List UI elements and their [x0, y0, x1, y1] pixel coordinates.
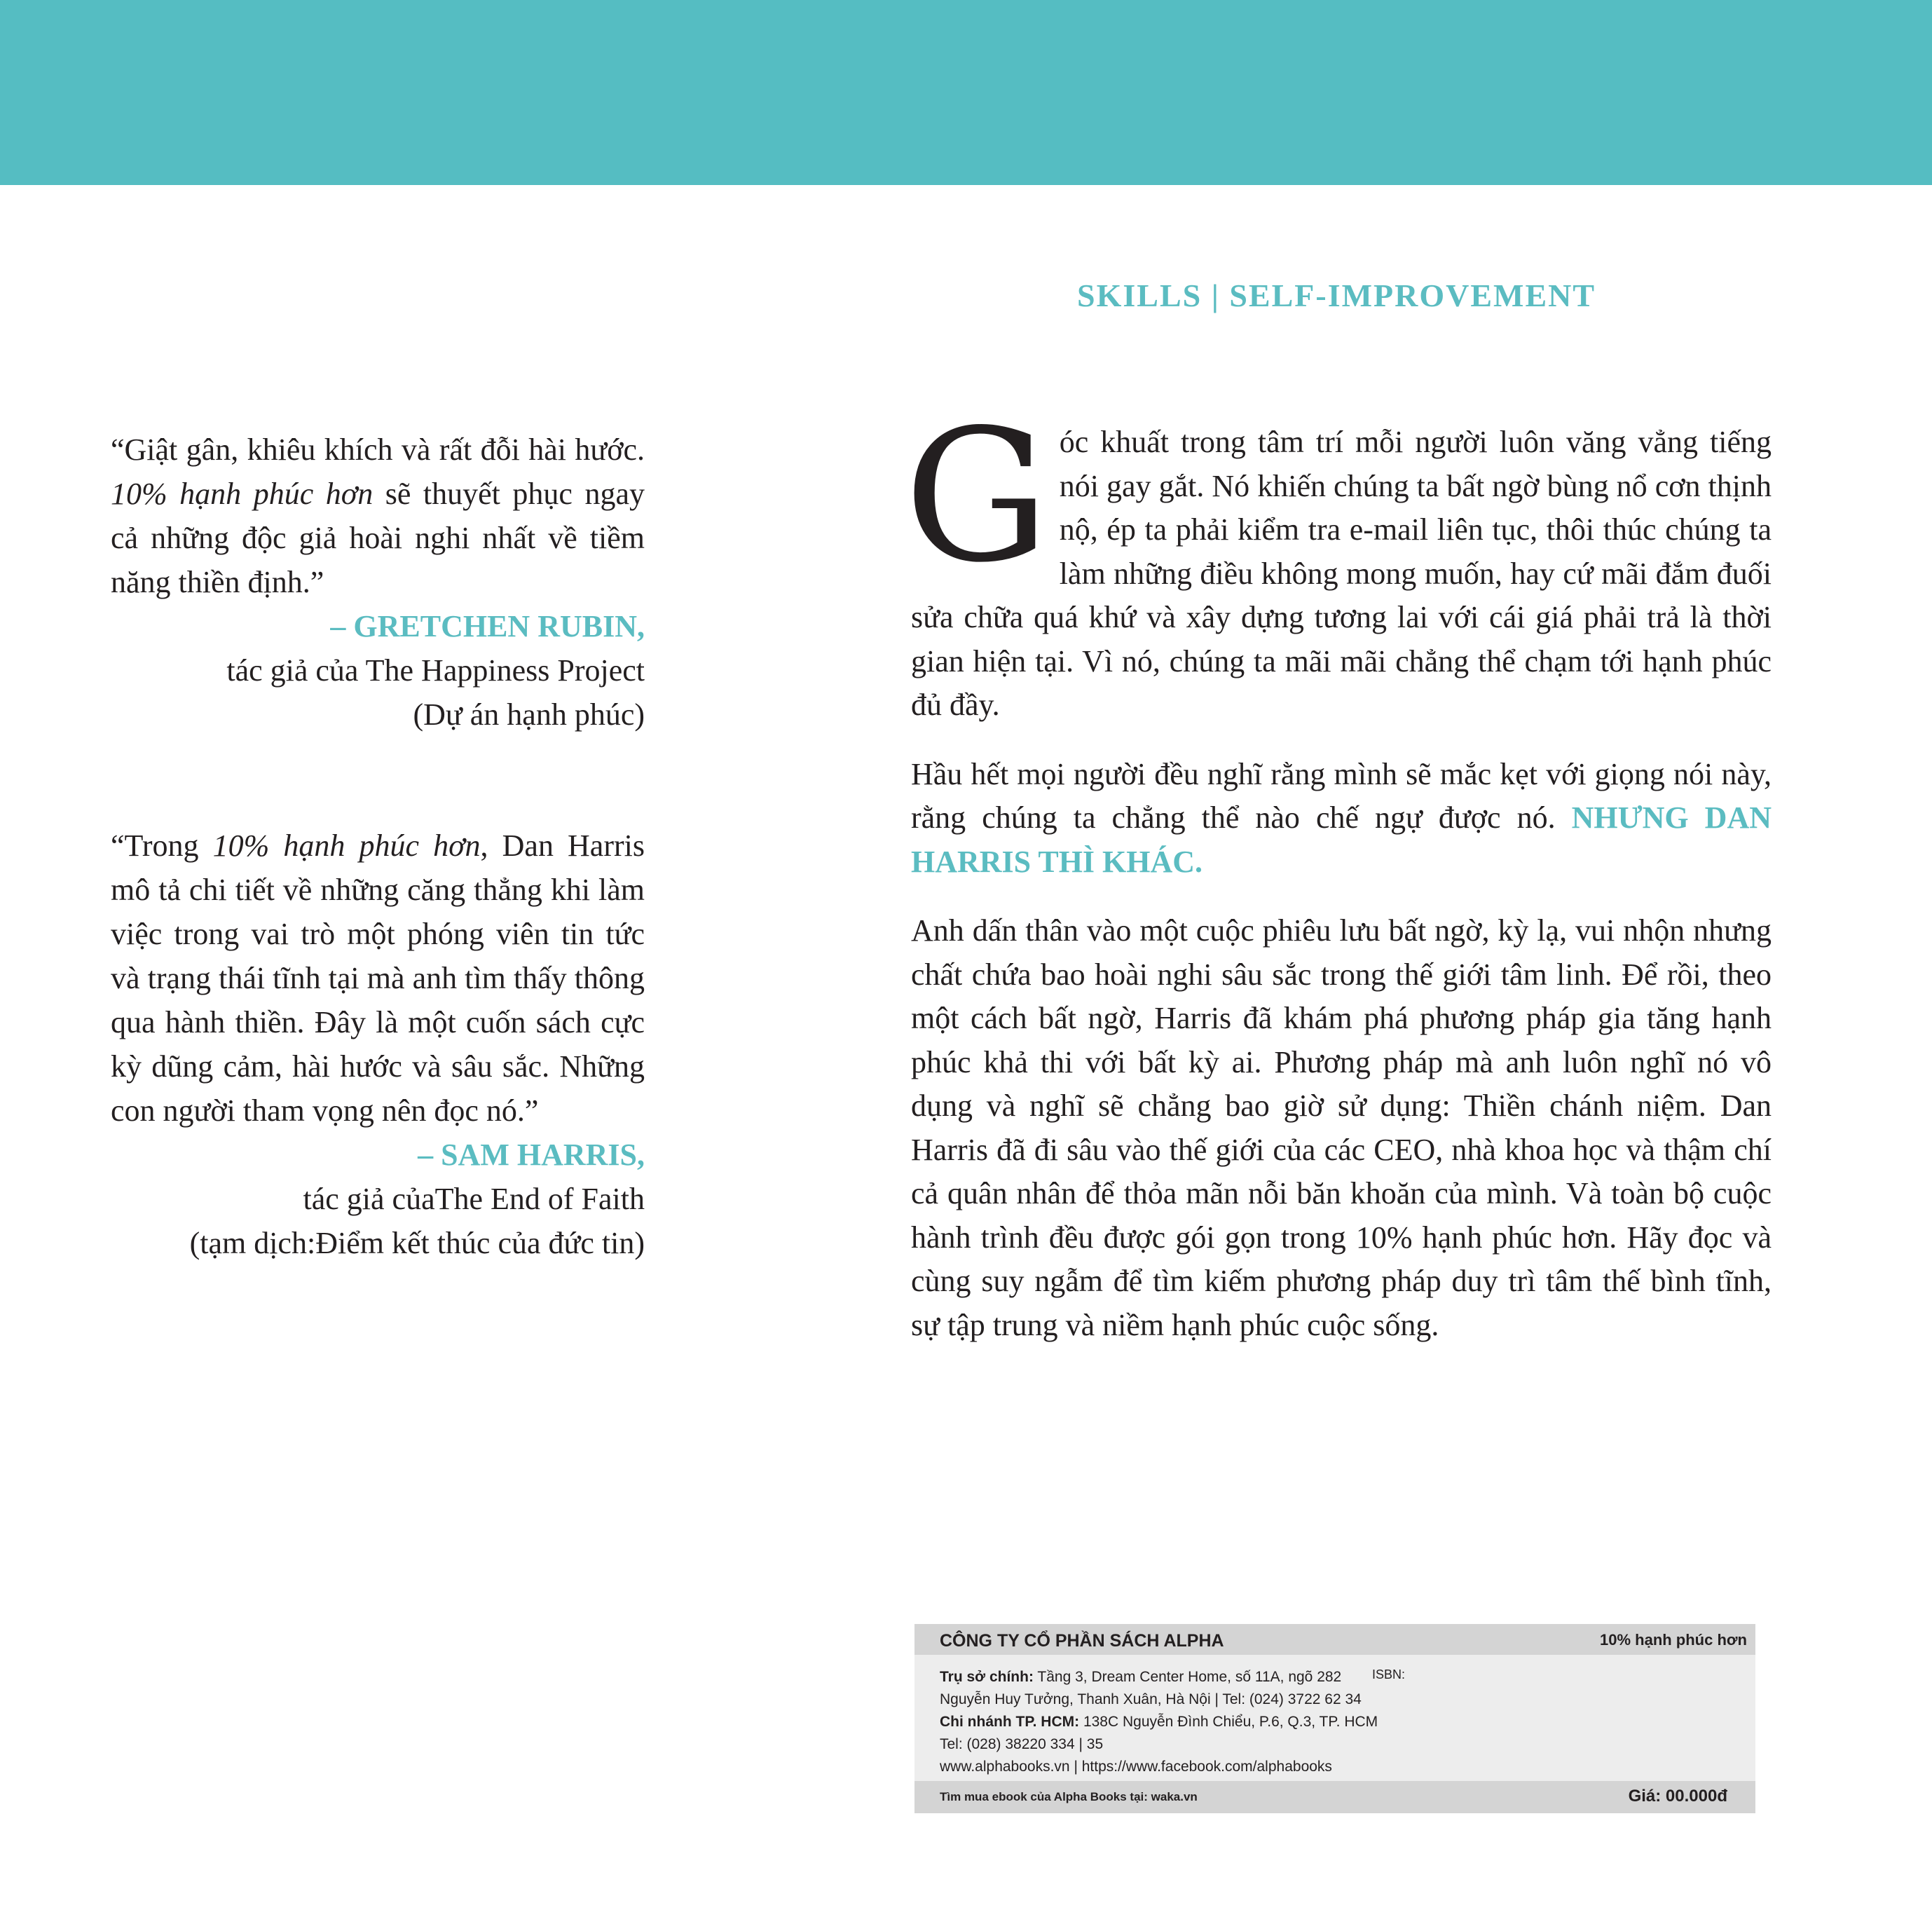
- quote-author: – SAM HARRIS,: [418, 1138, 645, 1172]
- quote-text: “Giật gân, khiêu khích và rất đỗi hài hước. 10% hạnh phúc hơn sẽ thuyết phục ngay cả những độc giả hoài nghi nhất về tiềm năng thiền định.”: [111, 432, 645, 599]
- book-title-italic: 10% hạnh phúc hơn: [212, 828, 481, 863]
- hq-line-2: Nguyễn Huy Tưởng, Thanh Xuân, Hà Nội | Tel: (024) 3722 62 34: [940, 1691, 1362, 1707]
- publisher-company: CÔNG TY CỔ PHẦN SÁCH ALPHA: [940, 1631, 1224, 1651]
- publisher-footer-bar: [914, 1781, 1755, 1813]
- publisher-header-bar: [914, 1624, 1755, 1655]
- description-paragraph-3: Anh dấn thân vào một cuộc phiêu lưu bất ngờ, kỳ lạ, vui nhộn nhưng chất chứa bao hoài nghi sâu sắc trong thế giới tâm linh. Để rồi, theo một cách bất ngờ, Harris đã khám phá phương pháp gia tăng hạnh phúc khả thi với bất kỳ ai. Phương pháp mà anh luôn nghĩ nó vô dụng và nghĩ sẽ chẳng bao giờ sử dụng: Thiền chánh niệm. Dan Harris đã đi sâu vào thế giới của các CEO, nhà khoa học và thậm chí cả quân nhân để thỏa mãn nỗi băn khoăn của mình. Và toàn bộ cuộc hành trình đều được gói gọn trong 10% hạnh phúc hơn. Hãy đọc và cùng suy ngẫm để tìm kiếm phương pháp duy trì tâm thế bình tĩnh, sự tập trung và niềm hạnh phúc cuộc sống.: [911, 913, 1772, 1342]
- quote-text: “Trong 10% hạnh phúc hơn, Dan Harris mô tả chi tiết về những căng thẳng khi làm việc trong vai trò một phóng viên tin tức và trạng thái tĩnh tại mà anh tìm thấy thông qua hành thiền. Đây là một cuốn sách cực kỳ dũng cảm, hài hước và sâu sắc. Những con người tham vọng nên đọc nó.”: [111, 828, 645, 1128]
- branch-line: Chi nhánh TP. HCM: 138C Nguyễn Đình Chiểu, P.6, Q.3, TP. HCM: [940, 1714, 1378, 1730]
- publisher-book-title: 10% hạnh phúc hơn: [1600, 1631, 1747, 1649]
- branch-tel: Tel: (028) 38220 334 | 35: [940, 1736, 1104, 1752]
- highlight-text: NHƯNG DAN HARRIS THÌ KHÁC.: [911, 800, 1772, 879]
- publisher-web: www.alphabooks.vn | https://www.facebook.com/alphabooks: [940, 1759, 1332, 1775]
- endorsement-quote-1: [111, 428, 645, 737]
- book-description: [904, 391, 1772, 1372]
- endorsement-quote-2: [111, 824, 645, 1265]
- quote-author-role: tác giả của The Happiness Project: [226, 653, 645, 688]
- publisher-addresses: [940, 1666, 1378, 1778]
- quote-author-role-translation: (Dự án hạnh phúc): [413, 697, 645, 732]
- drop-cap: G: [904, 391, 1050, 603]
- publisher-info-box: [914, 1624, 1755, 1813]
- price-label: Giá: 00.000đ: [1628, 1787, 1727, 1806]
- book-title-italic: 10% hạnh phúc hơn: [111, 477, 374, 511]
- quote-author: – GRETCHEN RUBIN,: [330, 609, 645, 643]
- top-color-band: [0, 0, 1932, 185]
- description-paragraph-2: Hầu hết mọi người đều nghĩ rằng mình sẽ mắc kẹt với giọng nói này, rằng chúng ta chẳng thể nào chế ngự được nó. NHƯNG DAN HARRIS THÌ KHÁC.: [911, 756, 1772, 879]
- description-paragraph-1: Góc khuất trong tâm trí mỗi người luôn văng vẳng tiếng nói gay gắt. Nó khiến chúng ta bất ngờ bùng nổ cơn thịnh nộ, ép ta phải kiểm tra e-mail liên tục, thôi thúc chúng ta làm những điều không mong muốn, hay cứ mãi đắm đuối sửa chữa quá khứ và xây dựng tương lai với cái giá phải trả là thời gian hiện tại. Vì nó, chúng ta mãi mãi chẳng thể chạm tới hạnh phúc đủ đầy.: [904, 391, 1772, 722]
- hq-line: Trụ sở chính: Tầng 3, Dream Center Home, số 11A, ngõ 282: [940, 1669, 1342, 1685]
- category-label: SKILLS | SELF-IMPROVEMENT: [1077, 278, 1596, 313]
- isbn-label: ISBN:: [1372, 1667, 1406, 1681]
- quote-author-role-translation: (tạm dịch:Điểm kết thúc của đức tin): [189, 1226, 645, 1260]
- quote-author-role: tác giả củaThe End of Faith: [303, 1182, 645, 1216]
- ebook-note: Tìm mua ebook của Alpha Books tại: waka.vn: [940, 1790, 1198, 1803]
